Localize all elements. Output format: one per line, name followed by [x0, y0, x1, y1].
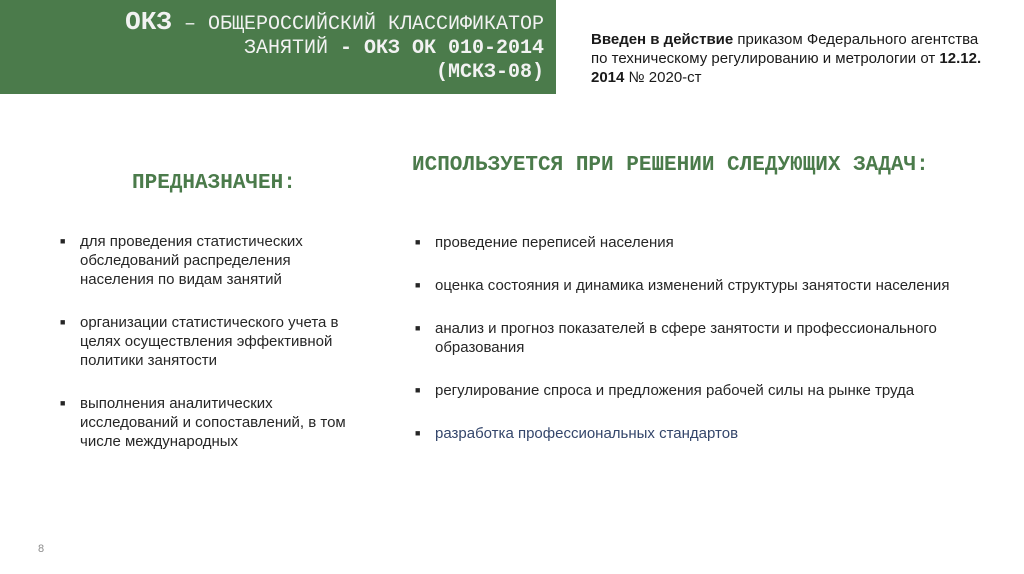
intro-date: 12.12. 2014 [591, 50, 982, 86]
left-list [60, 232, 350, 475]
title-line-3: (МСКЗ-08) [435, 61, 544, 84]
intro-text-1: приказом Федерального агентства по техническому регулированию и метрологии от [591, 31, 979, 67]
list-item-text: разработка профессиональных стандартов [435, 425, 739, 442]
title-line-2 [0, 37, 544, 61]
page-number: 8 [38, 543, 45, 555]
bullet-icon: ■ [415, 323, 421, 333]
list-item-text: проведение переписей населения [435, 234, 674, 251]
list-item [60, 313, 350, 370]
slide-title [0, 0, 556, 94]
bullet-icon: ■ [415, 428, 421, 438]
title-abbr: ОКЗ [125, 7, 172, 37]
list-item [415, 424, 1005, 443]
list-item-text: выполнения аналитических исследований и сопоставлений, в том числе международных [80, 395, 346, 450]
list-item [60, 394, 350, 451]
intro-bold-1: Введен в действие [591, 31, 734, 48]
right-heading: ИСПОЛЬЗУЕТСЯ ПРИ РЕШЕНИИ СЛЕДУЮЩИХ ЗАДАЧ: [412, 154, 929, 177]
list-item [415, 276, 1005, 295]
list-item [415, 381, 1005, 400]
bullet-icon: ■ [60, 236, 66, 246]
title-line-1 [0, 7, 544, 37]
intro-text-2: № 2020-ст [624, 69, 702, 86]
list-item-text: для проведения статистических обследований распределения населения по видам занятий [80, 233, 303, 288]
bullet-icon: ■ [415, 385, 421, 395]
list-item [415, 319, 1005, 357]
bullet-icon: ■ [415, 280, 421, 290]
right-list [415, 233, 1005, 467]
bullet-icon: ■ [60, 398, 66, 408]
list-item-text: оценка состояния и динамика изменений структуры занятости населения [435, 277, 950, 294]
list-item-text: анализ и прогноз показателей в сфере занятости и профессионального образования [435, 320, 937, 356]
left-heading: ПРЕДНАЗНАЧЕН: [132, 172, 296, 195]
list-item-text: организации статистического учета в целях осуществления эффективной политики занятости [80, 314, 339, 369]
title-line-1-text: – ОБЩЕРОССИЙСКИЙ КЛАССИФИКАТОР [171, 13, 544, 36]
bullet-icon: ■ [415, 237, 421, 247]
list-item [415, 233, 1005, 252]
title-line-2-code: - ОКЗ ОК 010-2014 [327, 37, 544, 60]
intro-text [591, 30, 991, 87]
title-line-2-text: ЗАНЯТИЙ [243, 37, 328, 60]
list-item [60, 232, 350, 289]
list-item-text: регулирование спроса и предложения рабочей силы на рынке труда [435, 382, 915, 399]
bullet-icon: ■ [60, 317, 66, 327]
